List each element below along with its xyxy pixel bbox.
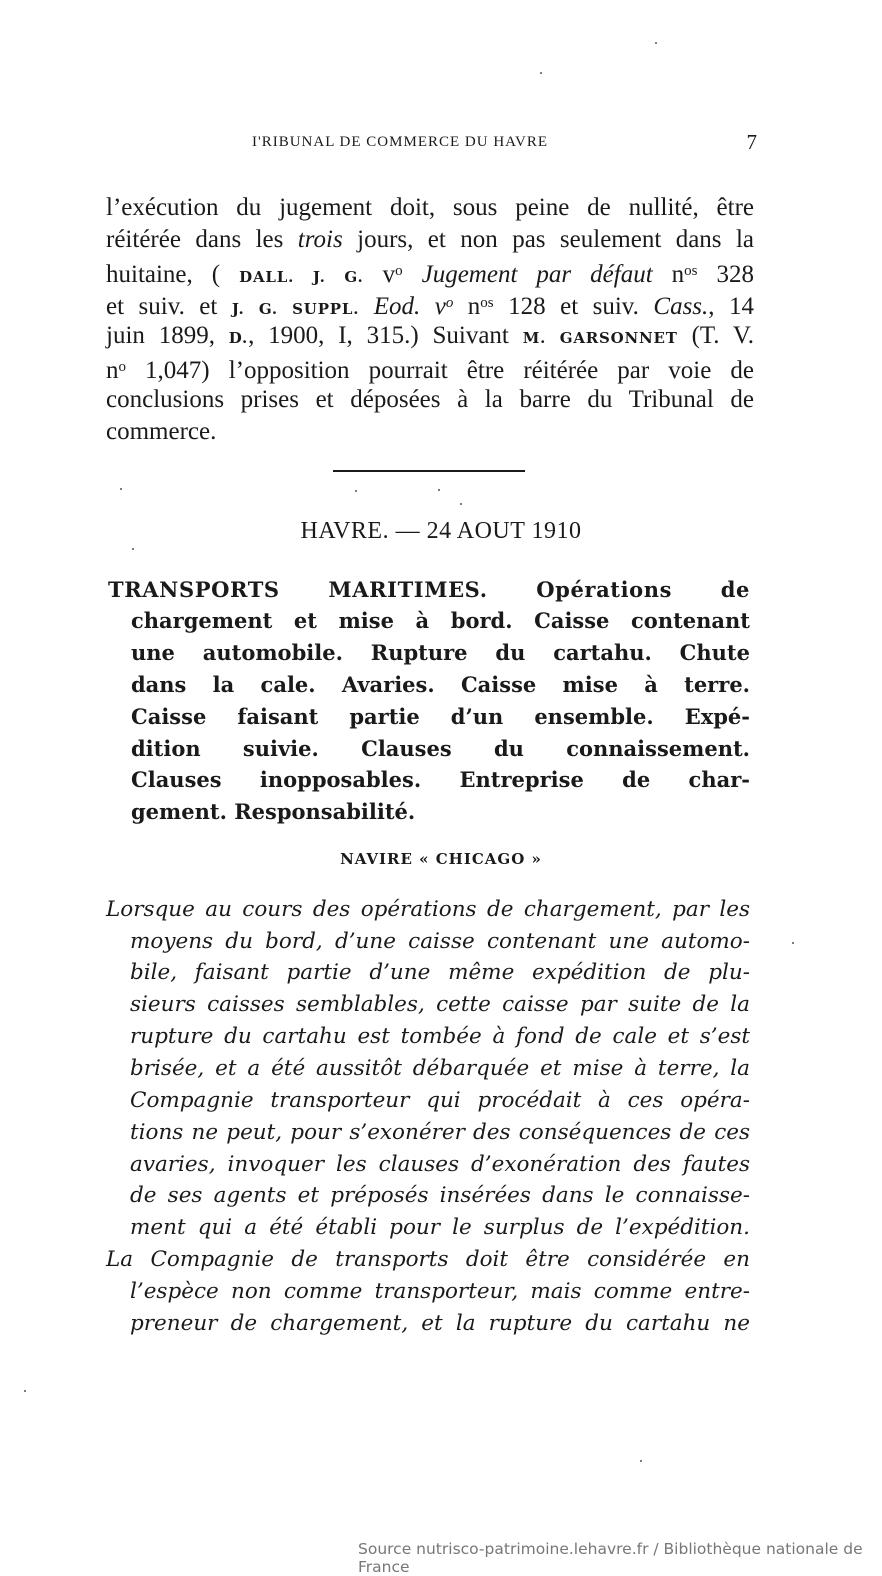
- text: , 1900, I, 315.) Suivant: [248, 322, 523, 349]
- scan-speck: [120, 488, 122, 490]
- text: n: [652, 261, 685, 288]
- summary-line: TRANSPORTS MARITIMES. Opérations de: [108, 577, 750, 602]
- text: n: [106, 357, 119, 384]
- summary-line: gement. Responsabilité.: [131, 799, 416, 824]
- running-title: I'RIBUNAL DE COMMERCE DU HAVRE: [252, 134, 549, 150]
- summary-line: dans la cale. Avaries. Caisse mise à terre.: [131, 672, 750, 697]
- italic-text: Cass.: [653, 293, 709, 320]
- holding-line: ment qui a été établi pour le surplus de l’expédition.: [130, 1215, 750, 1240]
- holding-line: bile, faisant partie d’une même expédition de plu-: [130, 960, 750, 985]
- superscript: os: [684, 263, 698, 279]
- author-name: M. GARSONNET: [522, 329, 678, 347]
- text: et suiv. et: [106, 293, 232, 320]
- text: l’exécution du jugement doit, sous peine de nullité, être: [106, 194, 754, 221]
- text: huitaine, (: [106, 261, 240, 288]
- holding-line: preneur de chargement, et la rupture du cartahu ne: [130, 1311, 750, 1336]
- paragraph-line: [106, 224, 754, 255]
- holding-line: La Compagnie de transports doit être considérée en: [106, 1247, 750, 1272]
- italic-text: Eod. v: [359, 293, 446, 320]
- holding-line: tions ne peut, pour s’exonérer des conséquences de ces: [130, 1120, 750, 1145]
- text: jours, et non pas seulement dans la: [342, 226, 755, 253]
- ship-name: NAVIRE « CHICAGO »: [340, 850, 542, 868]
- holding-line: moyens du bord, d’une caisse contenant une automo-: [130, 929, 750, 954]
- holding-line: Compagnie transporteur qui procédait à ces opéra-: [130, 1088, 750, 1113]
- summary-line: chargement et mise à bord. Caisse contenant: [131, 608, 750, 633]
- paragraph-line: [106, 320, 754, 354]
- italic-text: Jugement par défaut: [402, 261, 653, 288]
- citation-abbrev: DALL. J. G.: [239, 268, 364, 286]
- text: 328: [697, 261, 755, 288]
- text: réitérée dans les: [106, 226, 298, 253]
- paragraph-line: [106, 416, 754, 447]
- case-date-heading: HAVRE. — 24 AOUT 1910: [300, 518, 582, 544]
- superscript: o: [395, 263, 403, 279]
- scan-speck: [355, 490, 357, 492]
- scan-speck: [655, 42, 657, 44]
- holding-line: avaries, invoquer les clauses d’exonération des fautes: [130, 1152, 750, 1177]
- source-attribution: Source nutrisco-patrimoine.lehavre.fr / Bibliothèque nationale de France: [358, 1540, 863, 1576]
- summary-line: une automobile. Rupture du cartahu. Chute: [131, 640, 750, 665]
- scan-speck: [438, 489, 440, 491]
- text: , 14: [708, 293, 755, 320]
- text: conclusions prises et déposées à la barre du Tribunal de: [106, 386, 754, 413]
- scan-speck: [640, 1460, 642, 1462]
- text: n: [453, 293, 481, 320]
- paragraph-line: [106, 384, 754, 415]
- summary-line: dition suivie. Clauses du connaissement.: [131, 736, 750, 761]
- holding-line: de ses agents et préposés insérées dans le connaisse-: [130, 1183, 750, 1208]
- holding-line: l’espèce non comme transporteur, mais comme entre-: [130, 1279, 750, 1304]
- superscript: o: [118, 359, 126, 375]
- scan-speck: [540, 72, 542, 74]
- scan-speck: [132, 548, 134, 550]
- summary-line: Clauses inopposables. Entreprise de char-: [131, 767, 750, 792]
- holding-line: brisée, et a été aussitôt débarquée et mise à terre, la: [130, 1056, 750, 1081]
- paragraph-line: [106, 192, 754, 223]
- page-number: 7: [746, 130, 758, 154]
- holding-line: rupture du cartahu est tombée à fond de cale et s’est: [130, 1024, 750, 1049]
- paragraph-line: [106, 352, 754, 386]
- superscript: os: [480, 295, 494, 311]
- superscript: o: [445, 295, 454, 311]
- text: 128 et suiv.: [493, 293, 654, 320]
- text: (T. V.: [677, 322, 754, 349]
- holding-line: Lorsque au cours des opérations de chargement, par les: [106, 897, 750, 922]
- scan-speck: [24, 1390, 26, 1392]
- section-divider: [333, 470, 525, 472]
- text: commerce.: [106, 418, 217, 445]
- italic-text: trois: [297, 226, 343, 253]
- scan-speck: [792, 942, 794, 944]
- citation-abbrev: J. G. SUPPL.: [231, 300, 360, 318]
- citation-abbrev: D.: [228, 329, 249, 347]
- summary-line: Caisse faisant partie d’un ensemble. Expé-: [131, 704, 750, 729]
- text: 1,047) l’opposition pourrait être réitérée par voie de: [126, 357, 754, 384]
- text: v: [363, 261, 396, 288]
- text: juin 1899,: [106, 322, 229, 349]
- scan-speck: [460, 503, 462, 505]
- holding-line: sieurs caisses semblables, cette caisse par suite de la: [130, 992, 750, 1017]
